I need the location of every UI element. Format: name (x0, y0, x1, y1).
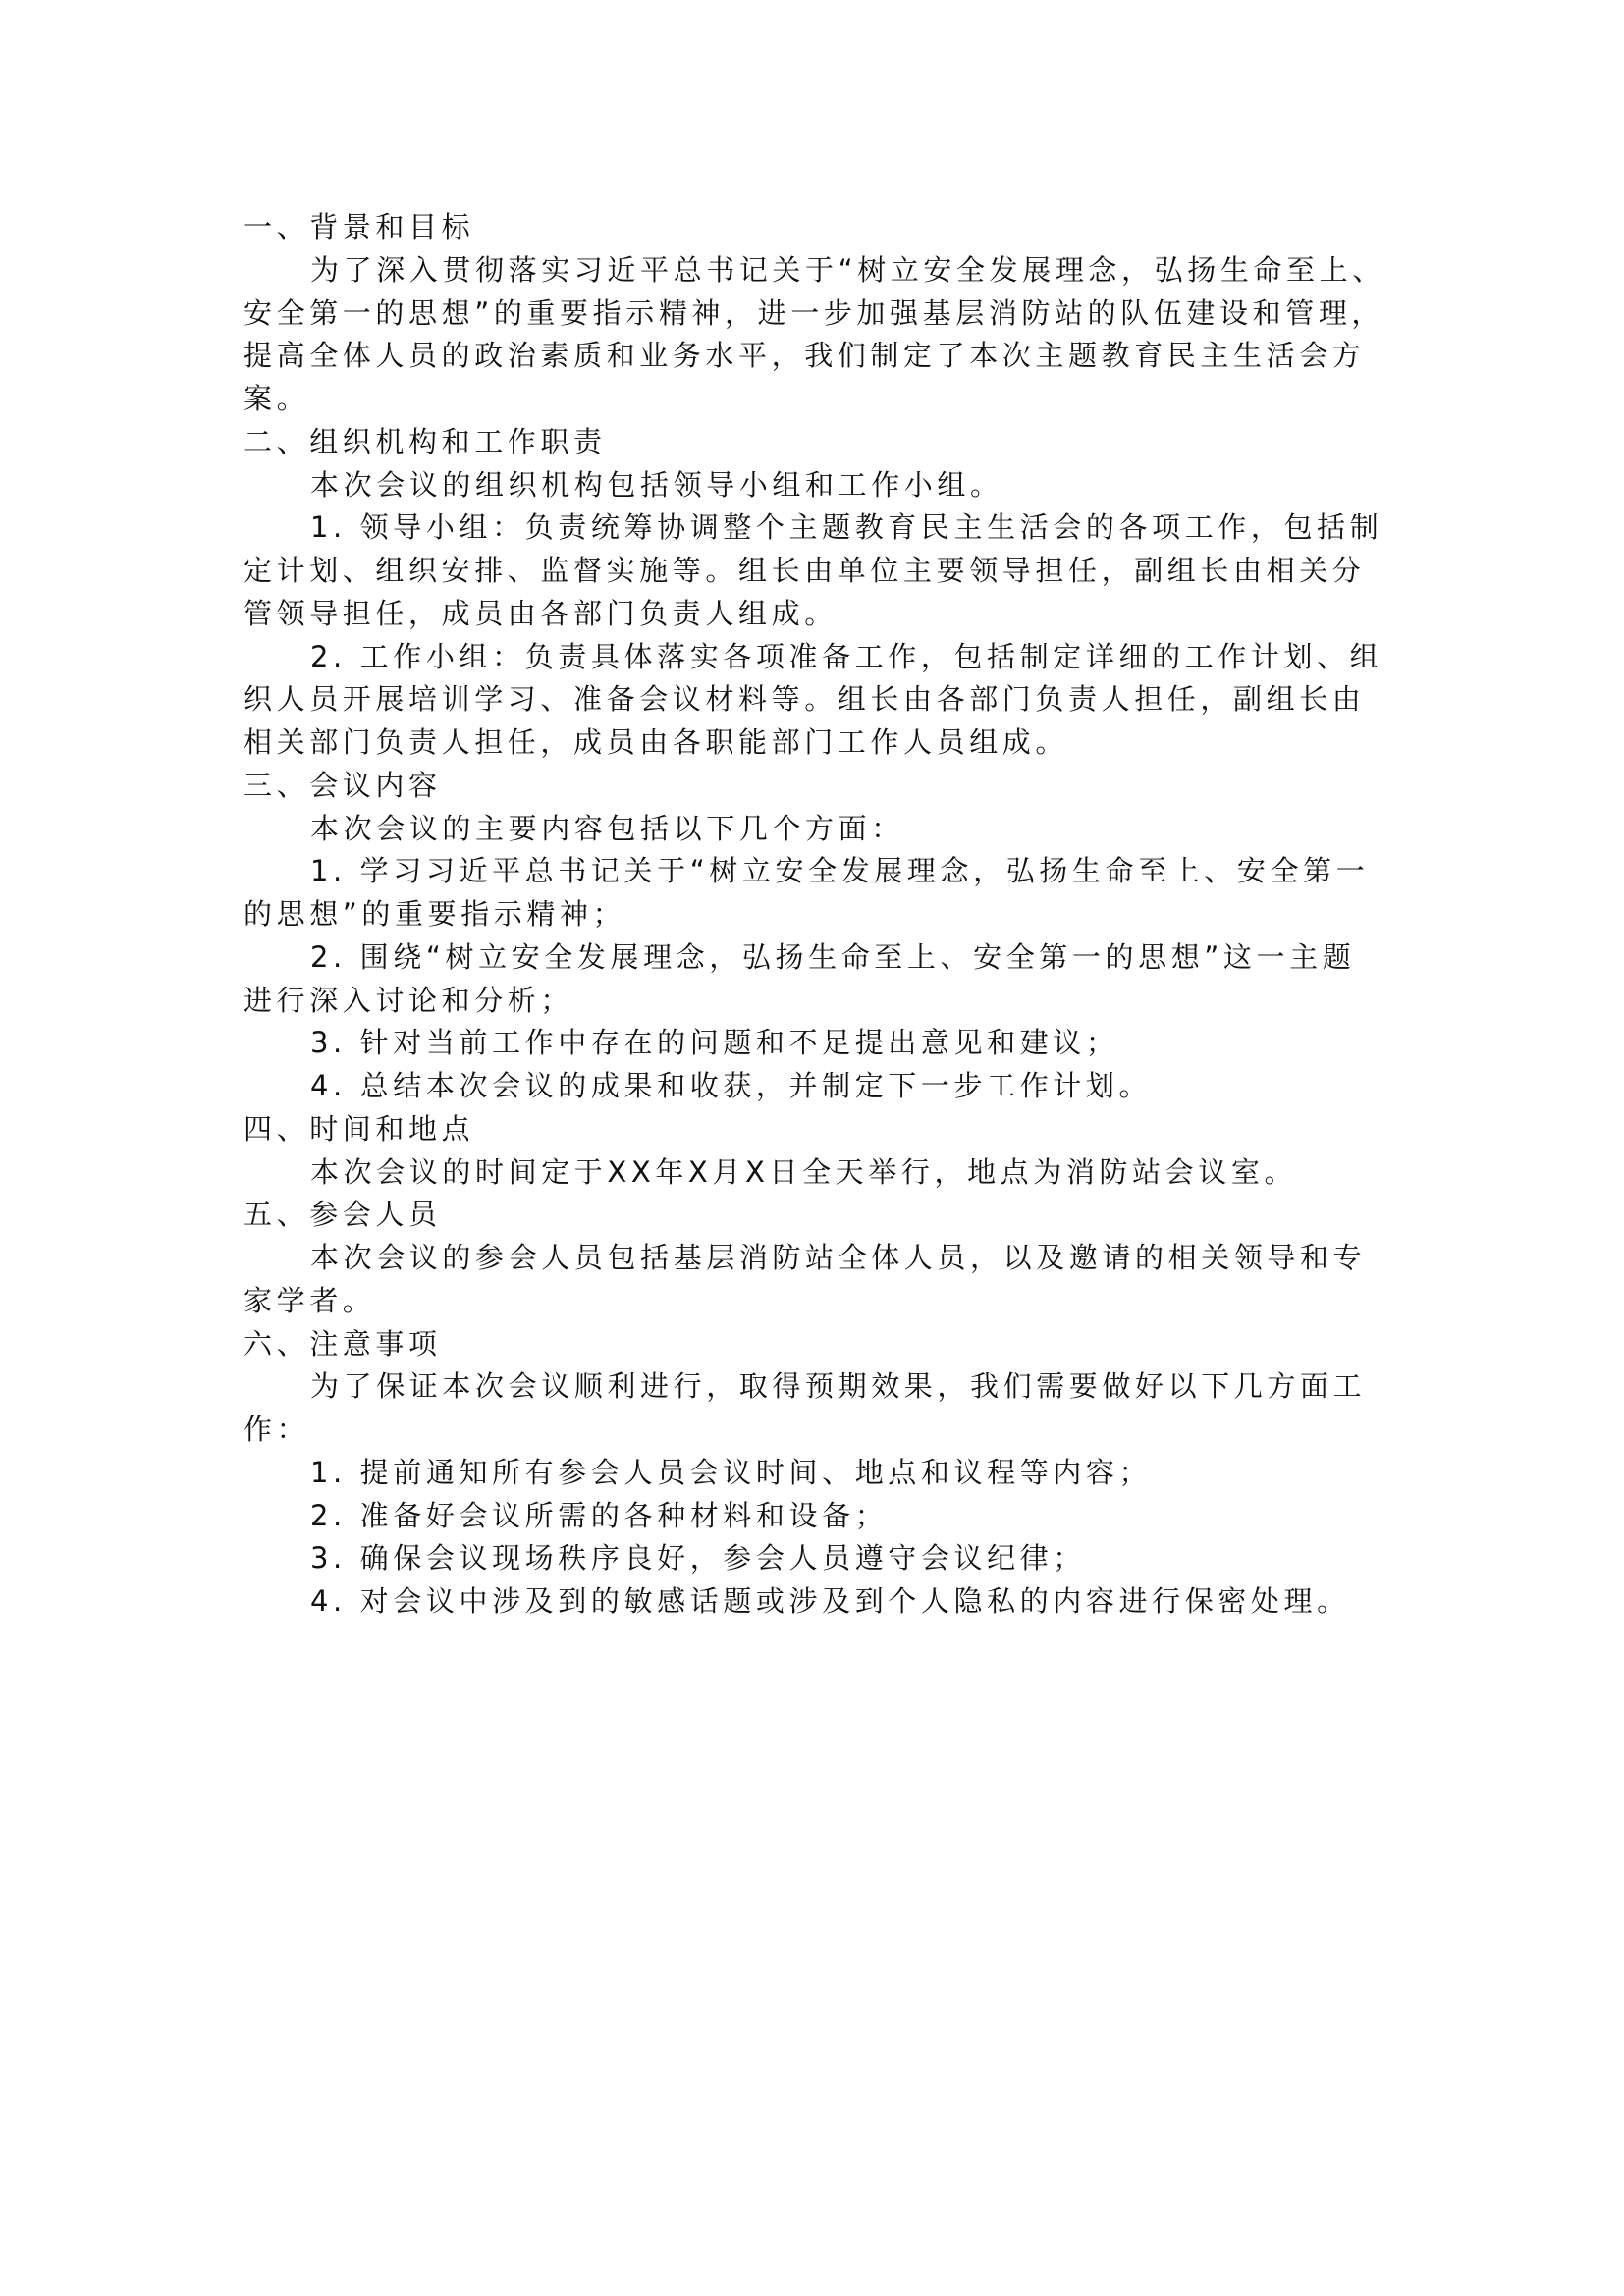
paragraph-line: 3. 确保会议现场秩序良好，参会人员遵守会议纪律； (310, 1541, 1086, 1575)
paragraph-line: 本次会议的参会人员包括基层消防站全体人员，以及邀请的相关领导和专 (310, 1241, 1367, 1274)
paragraph-line: 1. 提前通知所有参会人员会议时间、地点和议程等内容； (310, 1455, 1153, 1489)
text-line: 六、注意事项 (244, 1326, 442, 1361)
document-body (244, 206, 1402, 1624)
paragraph-line: 本次会议的组织机构包括领导小组和工作小组。 (310, 467, 1003, 502)
paragraph-line: 1. 领导小组：负责统筹协调整个主题教育民主生活会的各项工作，包括制 (310, 510, 1383, 545)
text-line: 三、会议内容 (244, 768, 442, 802)
paragraph-line: 为了保证本次会议顺利进行，取得预期效果，我们需要做好以下几方面工 (310, 1369, 1367, 1404)
paragraph-line: 为了深入贯彻落实习近平总书记关于“树立安全发展理念，弘扬生命至上、 (310, 252, 1385, 287)
text-line: 家学者。 (244, 1283, 376, 1317)
text-line: 定计划、组织安排、监督实施等。组长由单位主要领导担任，副组长由相关分 (244, 554, 1366, 587)
text-line: 管领导担任，成员由各部门负责人组成。 (244, 596, 838, 630)
text-line: 安全第一的思想”的重要指示精神，进一步加强基层消防站的队伍建设和管理， (244, 295, 1385, 330)
paragraph-line: 2. 工作小组：负责具体落实各项准备工作，包括制定详细的工作计划、组 (310, 639, 1383, 673)
text-line: 五、参会人员 (244, 1198, 442, 1232)
text-line: 提高全体人员的政治素质和业务水平，我们制定了本次主题教育民主生活会方 (244, 339, 1366, 373)
text-line: 案。 (244, 382, 310, 415)
text-line: 四、时间和地点 (244, 1111, 475, 1146)
text-line: 二、组织机构和工作职责 (244, 424, 607, 458)
paragraph-line: 4. 对会议中涉及到的敏感话题或涉及到个人隐私的内容进行保密处理。 (310, 1584, 1350, 1618)
text-line: 一、背景和目标 (244, 210, 475, 243)
paragraph-line: 1. 学习习近平总书记关于“树立安全发展理念，弘扬生命至上、安全第一 (310, 854, 1370, 888)
paragraph-line: 2. 准备好会议所需的各种材料和设备； (310, 1498, 889, 1532)
paragraph-line: 2. 围绕“树立安全发展理念，弘扬生命至上、安全第一的思想”这一主题 (310, 939, 1356, 974)
paragraph-line: 3. 针对当前工作中存在的问题和不足提出意见和建议； (310, 1026, 1119, 1060)
paragraph-line: 本次会议的时间定于XX年X月X日全天举行，地点为消防站会议室。 (310, 1154, 1298, 1189)
text-line: 相关部门负责人担任，成员由各职能部门工作人员组成。 (244, 725, 1069, 759)
paragraph-line: 4. 总结本次会议的成果和收获，并制定下一步工作计划。 (310, 1069, 1153, 1102)
paragraph-line: 本次会议的主要内容包括以下几个方面： (310, 811, 904, 845)
text-line: 的思想”的重要指示精神； (244, 897, 626, 931)
text-line: 进行深入讨论和分析； (244, 983, 574, 1017)
text-line: 织人员开展培训学习、准备会议材料等。组长由各部门负责人担任，副组长由 (244, 682, 1366, 717)
text-line: 作： (244, 1413, 310, 1446)
